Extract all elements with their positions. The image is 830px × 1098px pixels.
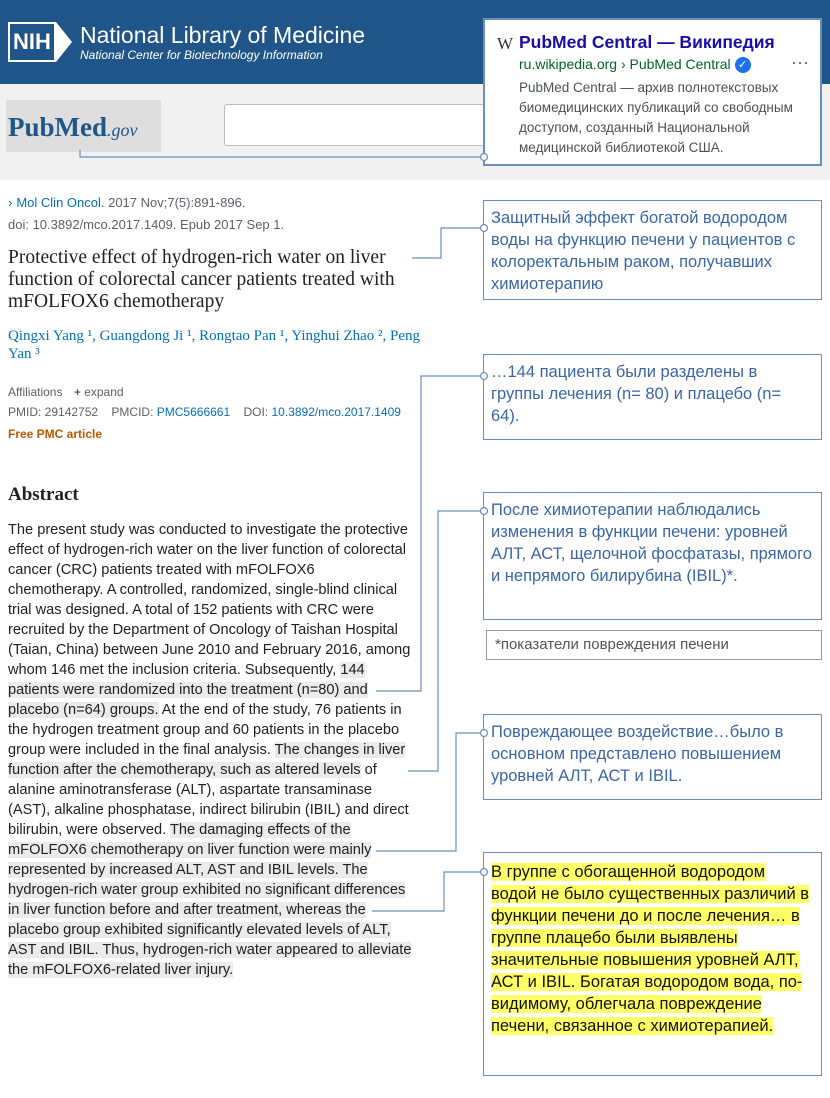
wiki-description: PubMed Central — архив полнотекстовых биомедицинских публикаций со свободным доступом, созданный Национальной медицинской библиотекой США. xyxy=(519,80,793,155)
doi-line: doi: 10.3892/mco.2017.1409. Epub 2017 Sep 1. xyxy=(8,217,285,232)
connector-dot xyxy=(481,508,488,515)
doi-label: DOI: xyxy=(243,405,269,419)
free-pmc-badge[interactable]: Free PMC article xyxy=(8,427,103,441)
abstract-text-part: The present study was conducted to investigate the protective effect of hydrogen-rich water on the liver function of colorectal cancer (CRC) patients treated with mFOLFOX6 chemotherapy. A controlled, randomized, single-blind clinical trial was designed. A total of 152 patients with CRC were recruited by the Department of Oncology of Taishan Hospital (Taian, China) between June 2010 and February 2016, among whom 146 met the inclusion criteria. Subsequently, xyxy=(8,522,411,678)
liver-injury-footnote: *показатели повреждения печени xyxy=(486,630,822,660)
abstract-text-part: of alanine aminotransferase (ALT), aspartate transaminase (AST), alkaline phosphatase, indirect bilirubin (IBIL) and direct bilirubin, were observed. xyxy=(8,762,409,838)
wikipedia-icon: W xyxy=(497,34,514,53)
connector-dot xyxy=(481,730,488,737)
callout-damaging-effects: Повреждающее воздействие…было в основном представлено повышением уровней АЛТ, АСТ и IBIL. xyxy=(483,714,822,800)
pmcid-link[interactable]: PMC5666661 xyxy=(156,405,231,419)
connector-title xyxy=(412,228,484,258)
connector-groups xyxy=(376,376,484,691)
conclusion-highlight: В группе с обогащенной водородом водой не было существенных различий в функции печени до и после лечения… в группе плацебо были выявлены значительные повышения уровней АЛТ, АСТ и IBIL. Богатая водородом вода, по-видимому, облегчала повреждение печени, связанное с химиотерапией. xyxy=(491,863,810,1035)
article-title: Protective effect of hydrogen-rich water on liver function of colorectal cancer patients treated with mFOLFOX6 chemotherapy xyxy=(8,247,395,312)
pubmed-logo-name: PubMed xyxy=(8,112,108,142)
author-list[interactable]: Qingxi Yang ¹, Guangdong Ji ¹, Rongtao Pan ¹, Yinghui Zhao ², Peng Yan ³ xyxy=(8,328,421,362)
nih-subtitle: National Center for Biotechnology Information xyxy=(80,48,323,62)
abstract-highlight-changes: The changes in liver function after the chemotherapy, such as altered levels xyxy=(8,742,406,778)
abstract-highlight-groups: 144 patients were randomized into the treatment (n=80) and placebo (n=64) groups. xyxy=(8,662,368,718)
abstract-text-part: At the end of the study, 76 patients in the hydrogen treatment group and 60 patients in the placebo group were included in the final analysis. xyxy=(8,702,402,758)
wiki-breadcrumb: › PubMed Central xyxy=(617,56,731,72)
connector-dot xyxy=(481,869,488,876)
abstract-heading: Abstract xyxy=(8,484,79,505)
pmid: PMID: 29142752 xyxy=(8,405,99,419)
connector-wiki xyxy=(80,150,484,157)
nih-logo[interactable]: NIH xyxy=(8,22,56,62)
abstract-highlight-damage-conclusion: The damaging effects of the mFOLFOX6 chemotherapy on liver function were mainly represented by increased ALT, AST and IBIL levels. The hydrogen-rich water group exhibited no significant differences in liver function before and after treatment, whereas the placebo group exhibited significantly elevated levels of ALT, AST and IBIL. Thus, hydrogen-rich water appeared to alleviate the mFOLFOX6-related liver injury. xyxy=(8,822,412,978)
chevron-right-icon: › xyxy=(8,195,13,210)
journal-link[interactable]: Mol Clin Oncol. xyxy=(16,195,105,210)
citation-details: 2017 Nov;7(5):891-896. xyxy=(104,195,246,210)
verified-check-icon: ✓ xyxy=(735,57,751,73)
callout-groups: …144 пациента были разделены в группы лечения (n= 80) и плацебо (n= 64). xyxy=(483,354,822,440)
doi-link[interactable]: 10.3892/mco.2017.1409 xyxy=(271,405,401,419)
connector-dot xyxy=(481,154,488,161)
connector-dot xyxy=(481,225,488,232)
expand-link[interactable]: expand xyxy=(84,385,124,399)
wiki-title-link[interactable]: PubMed Central — Википедия xyxy=(519,32,775,52)
pubmed-logo-suffix: .gov xyxy=(107,120,138,140)
callout-title-translation: Защитный эффект богатой водородом воды на функцию печени у пациентов с колоректальным раком, получавших химиотерапию xyxy=(483,200,822,300)
connector-dot xyxy=(481,373,488,380)
affiliations-label: Affiliations xyxy=(8,385,63,399)
wiki-domain: ru.wikipedia.org xyxy=(519,56,618,72)
connector-conclusion xyxy=(372,872,484,911)
plus-icon[interactable]: + xyxy=(73,385,81,399)
more-options-icon[interactable]: ··· xyxy=(791,52,809,72)
connector-damage xyxy=(376,733,484,851)
pmcid-label: PMCID: xyxy=(111,405,154,419)
connector-changes xyxy=(408,511,484,771)
nih-title[interactable]: National Library of Medicine xyxy=(80,22,366,48)
callout-liver-changes: После химиотерапии наблюдались изменения в функции печени: уровней АЛТ, АСТ, щелочной фосфатазы, прямого и непрямого билирубина (IBIL)*. xyxy=(483,492,822,620)
